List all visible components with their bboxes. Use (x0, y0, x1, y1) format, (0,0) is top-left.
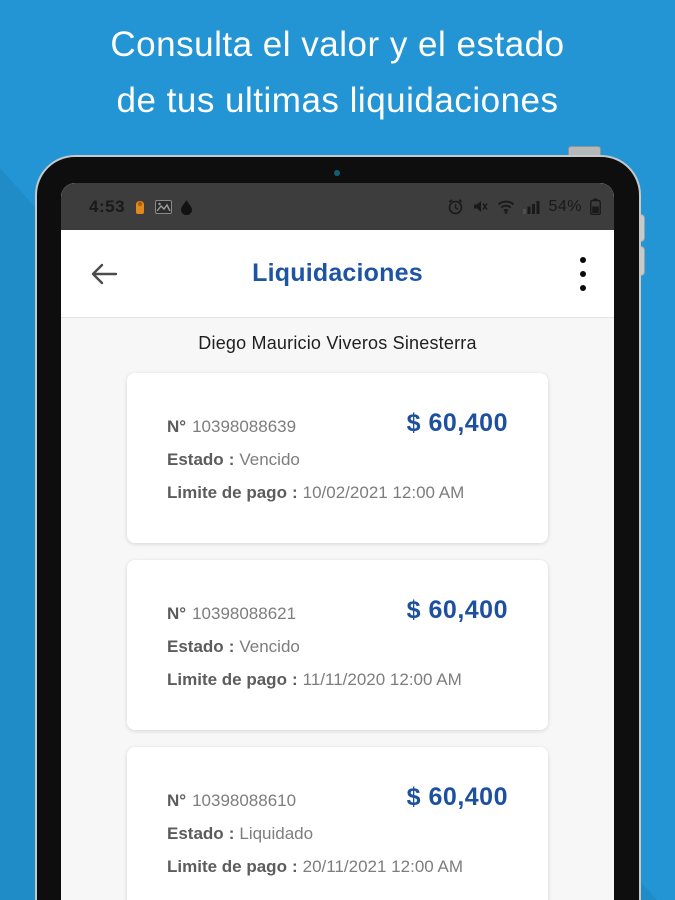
status-bar (61, 183, 614, 230)
status-bar-right (447, 198, 601, 216)
promo-heading-line2: de tus ultimas liquidaciones (116, 81, 559, 120)
clock-text: 4:53 (89, 196, 126, 216)
page-title: Liquidaciones (252, 259, 423, 287)
amount-value: $ 60,400 (406, 783, 508, 811)
card-duedate-row: Limite de pago : 20/11/2021 12:00 AM (167, 857, 464, 876)
liquidation-card[interactable] (127, 747, 548, 900)
app-bar (61, 230, 614, 318)
liquidation-card[interactable] (127, 373, 548, 543)
number-prefix: N° (167, 604, 187, 623)
liquidations-list (61, 373, 614, 900)
alarm-icon (447, 198, 464, 215)
user-name: Diego Mauricio Viveros Sinesterra (198, 333, 477, 353)
status-bar-left (89, 197, 193, 217)
app-notification-icon (133, 199, 147, 215)
status-value: Vencido (239, 637, 300, 656)
card-status-row: Estado : Vencido (167, 450, 300, 469)
duedate-label: Limite de pago (167, 483, 287, 502)
status-label: Estado (167, 637, 224, 656)
promo-heading-line1: Consulta el valor y el estado (110, 25, 565, 64)
amount-value: $ 60,400 (406, 596, 508, 624)
status-label: Estado (167, 450, 224, 469)
number-prefix: N° (167, 417, 187, 436)
status-value: Vencido (239, 450, 300, 469)
duedate-value: 20/11/2021 12:00 AM (302, 857, 464, 876)
card-status-row: Estado : Vencido (167, 637, 300, 656)
duedate-label: Limite de pago (167, 857, 287, 876)
duedate-value: 11/11/2020 12:00 AM (302, 670, 462, 689)
card-duedate-row: Limite de pago : 11/11/2020 12:00 AM (167, 670, 462, 689)
screenshot-icon (155, 200, 172, 214)
front-camera (334, 170, 340, 176)
card-duedate-row: Limite de pago : 10/02/2021 12:00 AM (167, 483, 465, 502)
liquidation-number: 10398088639 (192, 417, 297, 436)
battery-icon (590, 198, 601, 215)
device-screen (61, 183, 614, 900)
wifi-icon (497, 200, 515, 214)
number-prefix: N° (167, 791, 187, 810)
liquidation-card[interactable] (127, 560, 548, 730)
content-area (61, 318, 614, 900)
promo-heading (0, 17, 675, 129)
status-label: Estado (167, 824, 224, 843)
card-status-row: Estado : Liquidado (167, 824, 314, 843)
liquidation-number: 10398088610 (192, 791, 297, 810)
mute-icon (472, 198, 489, 215)
liquidation-number: 10398088621 (192, 604, 297, 623)
water-drop-icon (180, 199, 193, 215)
kebab-menu-icon[interactable] (576, 253, 590, 295)
duedate-label: Limite de pago (167, 670, 287, 689)
amount-value: $ 60,400 (406, 409, 508, 437)
signal-icon (523, 200, 540, 214)
tablet-device (35, 155, 641, 900)
status-value: Liquidado (239, 824, 314, 843)
duedate-value: 10/02/2021 12:00 AM (302, 483, 465, 502)
battery-percent-text: 54% (548, 197, 582, 215)
